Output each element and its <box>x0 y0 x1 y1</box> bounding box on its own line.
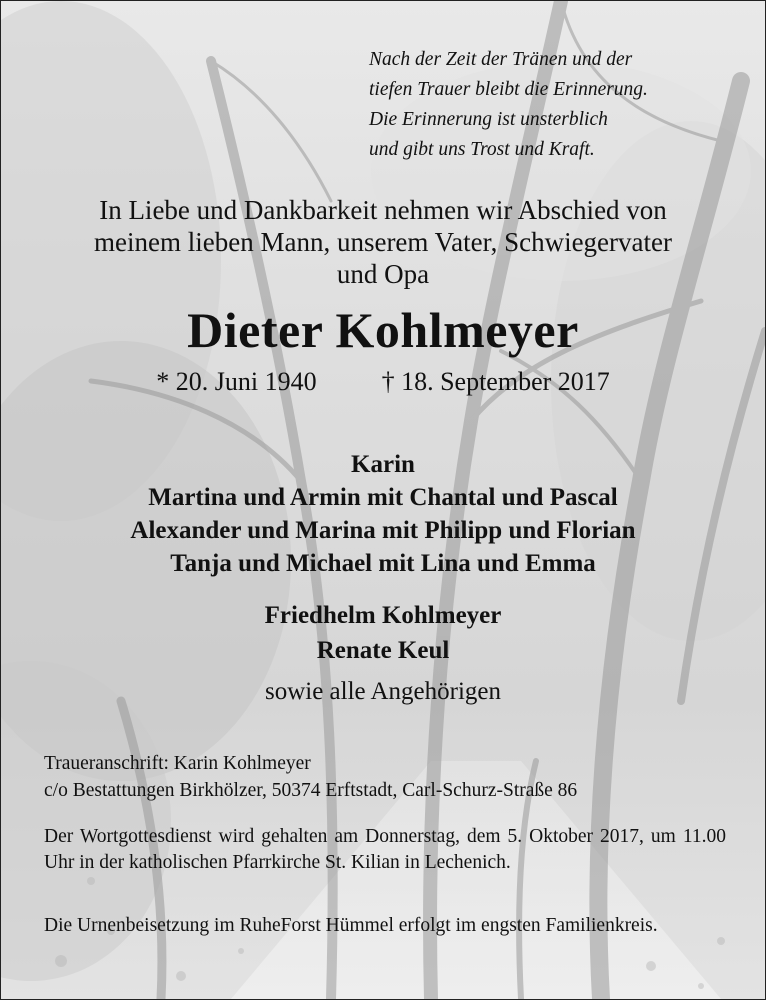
family-member: Martina und Armin mit Chantal und Pascal <box>148 484 618 511</box>
poem-line: und gibt uns Trost und Kraft. <box>369 139 595 160</box>
address-line: Traueranschrift: Karin Kohlmeyer <box>44 753 311 774</box>
family-member: Karin <box>351 451 415 478</box>
memorial-poem <box>369 45 749 165</box>
service-notice: Der Wortgottesdienst wird gehalten am Donnerstag, dem 5. Oktober 2017, um 11.00 Uhr in der katholischen Pfarrkirche St. Kilian in Lechenich. <box>44 826 726 873</box>
burial-notice: Die Urnenbeisetzung im RuheForst Hümmel erfolgt im engsten Familienkreis. <box>44 915 658 936</box>
deceased-name: Dieter Kohlmeyer <box>187 302 579 358</box>
intro-line: In Liebe und Dankbarkeit nehmen wir Abschied von <box>99 195 667 225</box>
birth-date: * 20. Juni 1940 <box>156 367 317 396</box>
poem-line: Die Erinnerung ist unsterblich <box>369 109 608 130</box>
intro-line: meinem lieben Mann, unserem Vater, Schwiegervater <box>94 227 672 257</box>
farewell-intro <box>1 194 765 290</box>
mourning-address <box>44 750 734 804</box>
relatives-list <box>1 598 765 668</box>
life-dates <box>1 365 765 399</box>
other-relatives: sowie alle Angehörigen <box>264 678 502 705</box>
intro-line: und Opa <box>336 259 430 289</box>
family-member: Alexander und Marina mit Philipp und Florian <box>130 517 636 544</box>
relative: Friedhelm Kohlmeyer <box>264 602 502 629</box>
family-list <box>1 448 765 580</box>
relative: Renate Keul <box>316 637 450 664</box>
family-member: Tanja und Michael mit Lina und Emma <box>170 550 596 577</box>
address-line: c/o Bestattungen Birkhölzer, 50374 Erftstadt, Carl-Schurz-Straße 86 <box>44 780 578 801</box>
poem-line: Nach der Zeit der Tränen und der <box>369 49 633 70</box>
obituary-content <box>1 1 765 999</box>
death-date: † 18. September 2017 <box>381 367 610 396</box>
poem-line: tiefen Trauer bleibt die Erinnerung. <box>369 79 648 100</box>
